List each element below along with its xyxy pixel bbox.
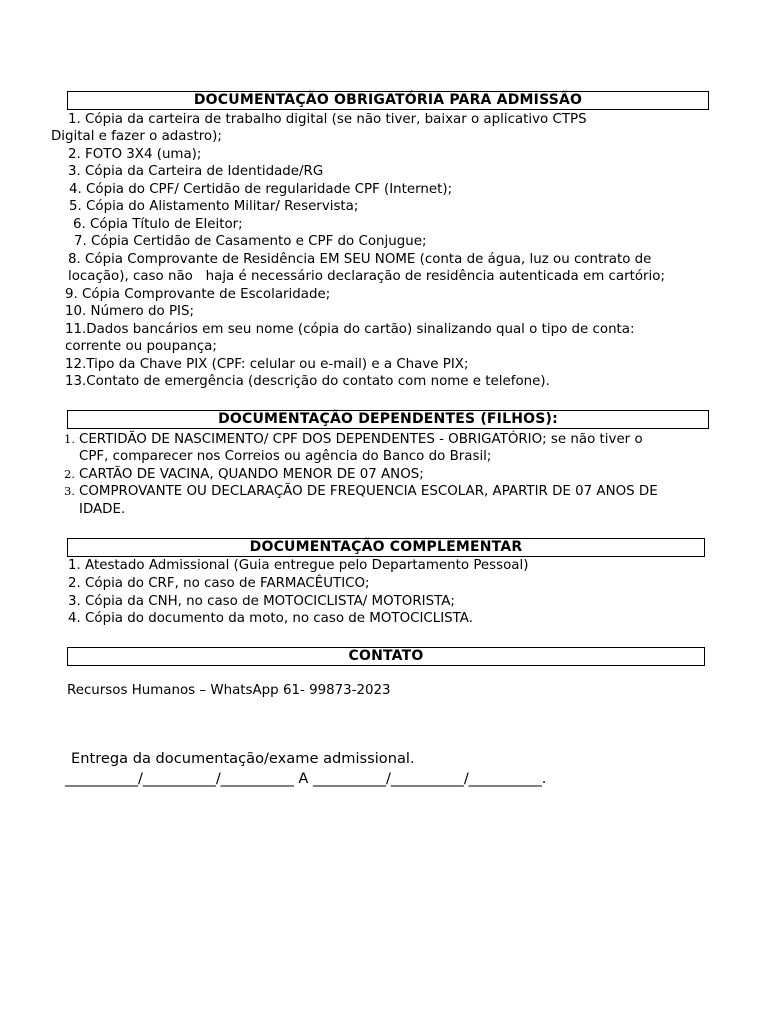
dependentes-number-1: 1.: [64, 432, 75, 446]
dependentes-line-2: CPF, comparecer nos Correios ou agência do Banco do Brasil;: [79, 449, 492, 464]
admissao-line-13: 11.Dados bancários em seu nome (cópia do cartão) sinalizando qual o tipo de conta:: [65, 322, 635, 337]
complementar-line-4: 4. Cópia do documento da moto, no caso de MOTOCICLISTA.: [68, 611, 473, 626]
admissao-line-8: 7. Cópia Certidão de Casamento e CPF do Conjugue;: [74, 234, 427, 249]
complementar-line-2: 2. Cópia do CRF, no caso de FARMACÊUTICO;: [68, 576, 370, 591]
admissao-line-11: 9. Cópia Comprovante de Escolaridade;: [65, 287, 331, 302]
admissao-line-9: 8. Cópia Comprovante de Residência EM SEU NOME (conta de água, luz ou contrato de: [68, 252, 652, 267]
entrega-label: Entrega da documentação/exame admissional.: [71, 750, 415, 767]
admissao-line-10: locação), caso não haja é necessário declaração de residência autenticada em cartório;: [68, 269, 665, 284]
dependentes-number-3: 3.: [64, 484, 75, 498]
admissao-line-2: Digital e fazer o adastro);: [51, 129, 222, 144]
complementar-line-3: 3. Cópia da CNH, no caso de MOTOCICLISTA/ MOTORISTA;: [68, 594, 455, 609]
dependentes-line-3: CARTÃO DE VACINA, QUANDO MENOR DE 07 ANOS;: [79, 467, 424, 482]
contato-text: Recursos Humanos – WhatsApp 61- 99873-2023: [67, 683, 391, 698]
admissao-line-5: 4. Cópia do CPF/ Certidão de regularidade CPF (Internet);: [69, 182, 453, 197]
admissao-line-1: 1. Cópia da carteira de trabalho digital (se não tiver, baixar o aplicativo CTPS: [68, 112, 587, 127]
section-title-complementar: DOCUMENTAÇÃO COMPLEMENTAR: [67, 538, 705, 557]
dependentes-line-1: CERTIDÃO DE NASCIMENTO/ CPF DOS DEPENDENTES - OBRIGATÓRIO; se não tiver o: [79, 432, 643, 447]
admissao-line-6: 5. Cópia do Alistamento Militar/ Reservista;: [69, 199, 359, 214]
admissao-line-7: 6. Cópia Título de Eleitor;: [73, 217, 243, 232]
admissao-line-12: 10. Número do PIS;: [65, 304, 194, 319]
entrega-date-line: __________/__________/__________ A __________/__________/__________.: [65, 770, 547, 787]
section-title-contato: CONTATO: [67, 647, 705, 666]
admissao-line-16: 13.Contato de emergência (descrição do contato com nome e telefone).: [65, 374, 550, 389]
dependentes-line-4: COMPROVANTE OU DECLARAÇÃO DE FREQUENCIA ESCOLAR, APARTIR DE 07 ANOS DE: [79, 484, 658, 499]
dependentes-number-2: 2.: [64, 467, 75, 481]
admissao-line-14: corrente ou poupança;: [65, 339, 217, 354]
dependentes-line-5: IDADE.: [79, 502, 126, 517]
admissao-line-4: 3. Cópia da Carteira de Identidade/RG: [68, 164, 324, 179]
admissao-line-15: 12.Tipo da Chave PIX (CPF: celular ou e-mail) e a Chave PIX;: [65, 357, 469, 372]
complementar-line-1: 1. Atestado Admissional (Guia entregue pelo Departamento Pessoal): [68, 558, 529, 573]
section-title-admissao: DOCUMENTAÇÃO OBRIGATÓRIA PARA ADMISSÃO: [67, 91, 709, 110]
admissao-line-3: 2. FOTO 3X4 (uma);: [68, 147, 202, 162]
section-title-dependentes: DOCUMENTAÇÃO DEPENDENTES (FILHOS):: [67, 410, 709, 429]
